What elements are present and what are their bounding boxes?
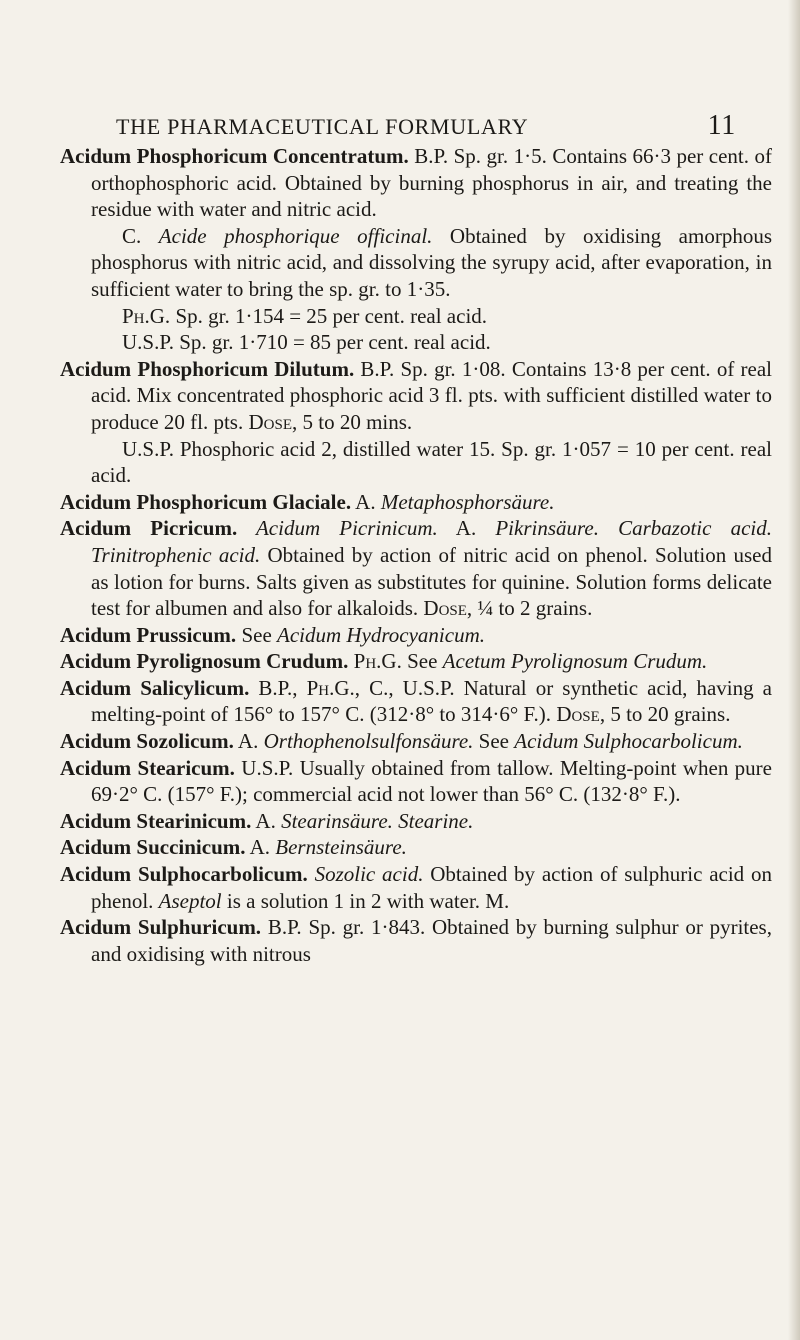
entry-acidum-sozolicum: Acidum Sozolicum. A. Orthophenolsulfonsäure. See Acidum Sulphocarbolicum. xyxy=(60,729,743,754)
running-header xyxy=(116,104,736,144)
page-edge-shadow xyxy=(788,0,800,1340)
entry-acidum-sulphuricum: Acidum Sulphuricum. B.P. Sp. gr. 1·843. Obtained by burning sulphur or pyrites, and oxidising with nitrous xyxy=(60,915,772,966)
entry-codex-note: C. Acide phosphorique officinal. Obtained by oxidising amorphous phosphorus with nitric acid, and dissolving the syrupy acid, after evaporation, in sufficient water to bring the sp. gr. to 1·35. xyxy=(91,223,772,301)
entry-headword: Acidum Prussicum. xyxy=(60,622,237,647)
entry-acidum-salicylicum: Acidum Salicylicum. B.P., Ph.G., C., U.S.P. Natural or synthetic acid, having a melting-point of 156° to 157° C. (312·8° to 314·6° F.). Dose, 5 to 20 grains. xyxy=(60,675,772,727)
entry-acidum-succinicum: Acidum Succinicum. A. Bernsteinsäure. xyxy=(60,835,407,860)
page-number: 11 xyxy=(707,110,736,141)
entry-headword: Acidum Salicylicum. xyxy=(60,675,250,700)
entry-headword: Acidum Stearicum. xyxy=(60,755,235,780)
entry-headword: Acidum Sulphocarbolicum. xyxy=(60,862,308,887)
entry-headword: Acidum Phosphoricum Dilutum. xyxy=(60,356,355,381)
entry-acidum-phosphoricum-concentratum: Acidum Phosphoricum Concentratum. B.P. Sp. gr. 1·5. Contains 66·3 per cent. of orthophosphoric acid. Obtained by burning phosphorus in air, and treating the residue with water and nitric acid. xyxy=(60,144,772,222)
entry-acidum-phosphoricum-dilutum: Acidum Phosphoricum Dilutum. B.P. Sp. gr. 1·08. Contains 13·8 per cent. of real acid. Mix concentrated phosphoric acid 3 fl. pts. with sufficient distilled water to produce 20 fl. pts. Dose, 5 to 20 mins. xyxy=(60,356,773,434)
entry-headword: Acidum Pyrolignosum Crudum. xyxy=(60,649,349,674)
entry-headword: Acidum Sozolicum. xyxy=(60,729,234,754)
entry-headword: Acidum Succinicum. xyxy=(60,835,246,860)
entry-headword: Acidum Phosphoricum Concentratum. xyxy=(60,144,409,168)
entry-acidum-prussicum: Acidum Prussicum. See Acidum Hydrocyanicum. xyxy=(60,622,486,647)
entry-usp-note: U.S.P. Phosphoric acid 2, distilled water 15. Sp. gr. 1·057 = 10 per cent. real acid. xyxy=(91,436,772,488)
formulary-body xyxy=(60,143,772,967)
entry-headword: Acidum Sulphuricum. xyxy=(60,915,262,940)
entry-headword: Acidum Phosphoricum Glaciale. xyxy=(60,489,352,514)
entry-acidum-sulphocarbolicum: Acidum Sulphocarbolicum. Sozolic acid. Obtained by action of sulphuric acid on phenol. Aseptol is a solution 1 in 2 with water. M. xyxy=(60,862,772,913)
entry-usp-note: U.S.P. Sp. gr. 1·710 = 85 per cent. real acid. xyxy=(122,330,491,355)
entry-headword: Acidum Picricum. xyxy=(60,516,238,541)
entry-pharmacopoeia-germanica-note: Ph.G. Sp. gr. 1·154 = 25 per cent. real acid. xyxy=(122,303,488,328)
running-title: THE PHARMACEUTICAL FORMULARY xyxy=(116,114,529,139)
entry-acidum-phosphoricum-glaciale: Acidum Phosphoricum Glaciale. A. Metaphosphorsäure. xyxy=(60,489,555,514)
entry-acidum-stearinicum: Acidum Stearinicum. A. Stearinsäure. Stearine. xyxy=(60,808,474,833)
entry-acidum-stearicum: Acidum Stearicum. U.S.P. Usually obtained from tallow. Melting-point when pure 69·2° C. (157° F.); commercial acid not lower than 56° C. (132·8° F.). xyxy=(60,755,772,807)
entry-headword: Acidum Stearinicum. xyxy=(60,808,252,833)
entry-acidum-picricum: Acidum Picricum. Acidum Picrinicum. A. Pikrinsäure. Carbazotic acid. Trinitrophenic acid. Obtained by action of nitric acid on phenol. Solution used as lotion for burns. Salts given as substitutes for quinine. Solution forms delicate test for albumen and also for alkaloids. Dose, ¼ to 2 grains. xyxy=(60,516,772,621)
entry-acidum-pyrolignosum-crudum: Acidum Pyrolignosum Crudum. Ph.G. See Acetum Pyrolignosum Crudum. xyxy=(60,649,708,674)
